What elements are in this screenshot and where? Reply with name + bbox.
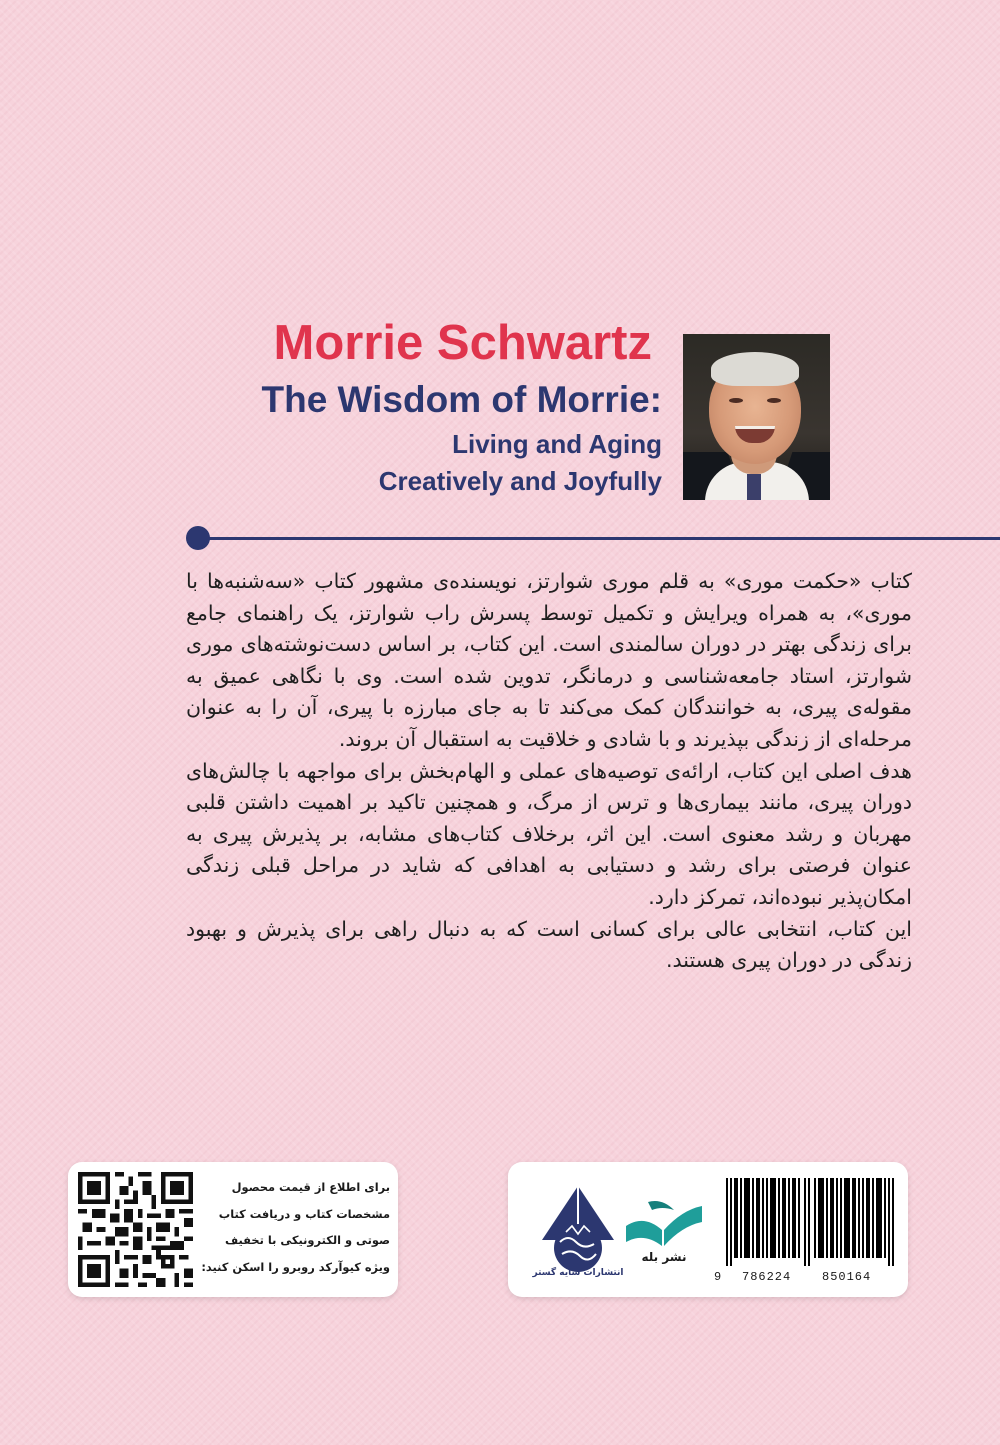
qr-text-line-3: صوتی و الکترونیکی با تخفیف xyxy=(224,1233,390,1247)
qr-text-line-2: مشخصات کتاب و دریافت کتاب xyxy=(218,1206,390,1221)
book-title xyxy=(150,374,662,500)
divider-line xyxy=(198,537,1000,540)
isbn-part-3: 850164 xyxy=(822,1270,872,1284)
photo-eye-right xyxy=(767,398,781,403)
photo-tie xyxy=(747,474,761,500)
description-paragraph-2: هدف اصلی این کتاب، ارائه‌ی توصیه‌های عملی و الهام‌بخش برای مواجهه با چالش‌های دوران پیری، مانند بیماری‌ها و ترس از مرگ، و همچنین تاکید بر اهمیت داشتن قلبی مهربان و رشد معنوی است. این اثر، برخلاف کتاب‌های مشابه، بر پذیرش پیری به عنوان فرصتی برای رشد و دستیابی به اهدافی که شاید در مراحل قبلی زندگی امکان‌پذیر نبوده‌اند، تمرکز دارد. xyxy=(186,758,912,909)
isbn-part-2: 786224 xyxy=(742,1270,792,1284)
publisher-1-name: انتشارات سایه گستر xyxy=(532,1268,624,1278)
author-name: Morrie Schwartz xyxy=(273,316,652,370)
qr-text-line-4: ویژه کیوآرکد روبرو را اسکن کنید: xyxy=(201,1259,390,1274)
photo-hair xyxy=(711,352,799,386)
saye-gostar-logo-icon xyxy=(538,1182,618,1282)
title-line-3: Creatively and Joyfully xyxy=(378,466,662,496)
qr-info-box xyxy=(68,1162,398,1297)
qr-text-line-1: برای اطلاع از قیمت محصول xyxy=(231,1180,390,1194)
author-photo xyxy=(683,334,830,500)
barcode xyxy=(722,1178,898,1266)
qr-instructions xyxy=(198,1174,390,1280)
description-paragraph-3: این کتاب، انتخابی عالی برای کسانی است که به دنبال راهی برای پذیرش و بهبود زندگی در دوران پیری هستند. xyxy=(186,916,912,973)
title-line-1: The Wisdom of Morrie: xyxy=(261,379,662,420)
description-paragraph-1: کتاب «حکمت موری» به قلم موری شوارتز، نویسنده‌ی مشهور کتاب «سه‌شنبه‌ها با موری»، به همراه ویرایش و تکمیل توسط پسرش راب شوارتز، یک راهنمای جامع برای زندگی بهتر در دوران سالمندی است. این کتاب، بر اساس دست‌نوشته‌های موری شوارتز، استاد جامعه‌شناسی و درمانگر، تدوین شده است. وی با نگاهی عمیق به مقوله‌ی پیری، به خوانندگان کمک می‌کند تا به جای مبارزه با پیری، آن را به عنوان مرحله‌ای از زندگی بپذیرند و با شادی و خلاقیت به استقبال آن بروند. xyxy=(186,569,912,751)
photo-eye-left xyxy=(729,398,743,403)
qr-code-icon[interactable] xyxy=(78,1172,193,1287)
description-text xyxy=(186,566,912,977)
publisher-2-name: نشر بله xyxy=(641,1250,687,1264)
title-line-2: Living and Aging xyxy=(452,429,662,459)
publisher-box xyxy=(508,1162,908,1297)
isbn-part-1: 9 xyxy=(714,1270,723,1284)
